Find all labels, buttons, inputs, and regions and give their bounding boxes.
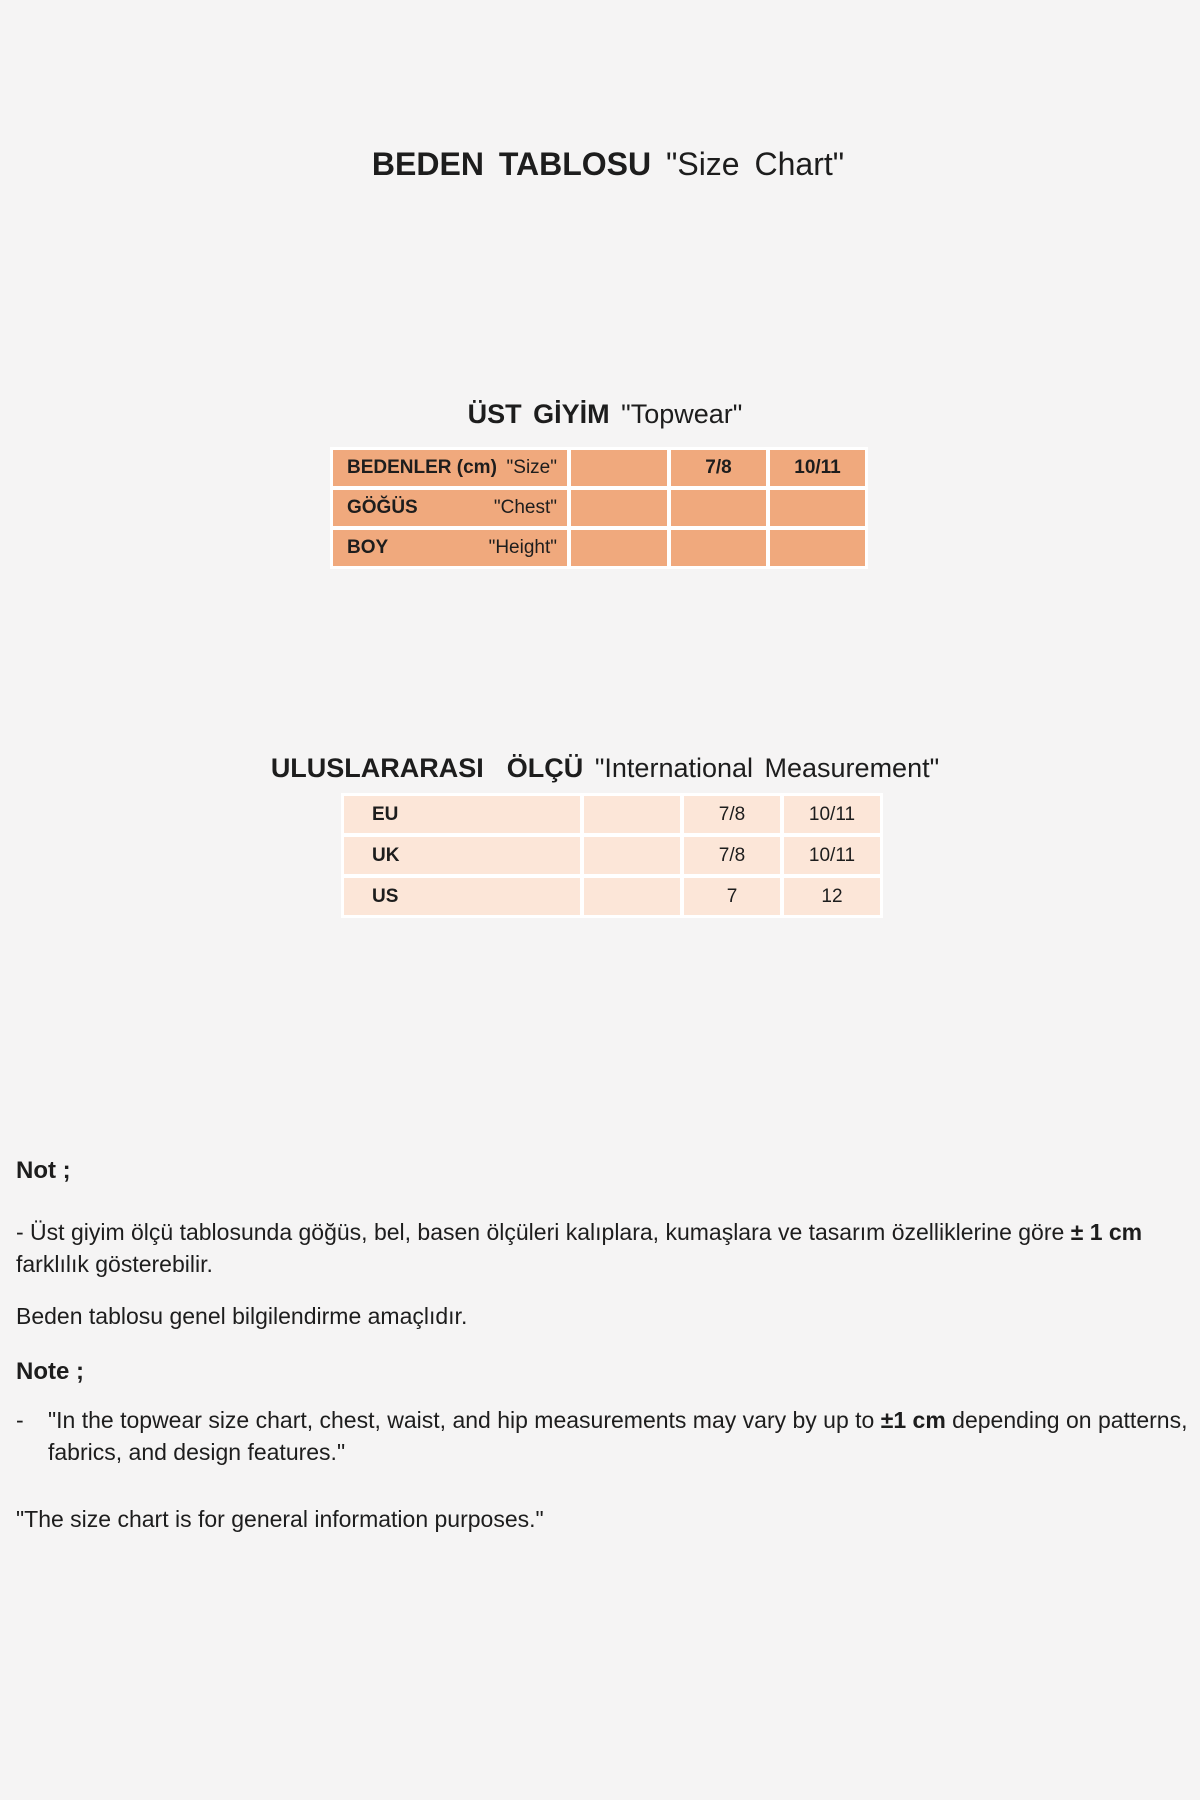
chest-label-turkish: GÖĞÜS (347, 497, 418, 518)
table-cell-empty (770, 490, 865, 526)
chest-label-english: "Chest" (493, 497, 557, 518)
table-cell-eu-label (344, 796, 580, 833)
table-cell-chest-label (333, 490, 567, 526)
height-label-english: "Height" (488, 537, 557, 558)
table-cell-empty (571, 490, 667, 526)
turkish-general-note: Beden tablosu genel bilgilendirme amaçlıdır. (16, 1303, 468, 1329)
table-cell-empty (584, 796, 680, 833)
table-cell-uk-label (344, 837, 580, 874)
page-title-spacer (651, 146, 666, 182)
table-cell-uk-78: 7/8 (684, 837, 780, 874)
turkish-note-item (16, 1216, 1188, 1280)
table-cell-us-7: 7 (684, 878, 780, 915)
english-note-tolerance: ±1 cm (880, 1407, 946, 1433)
page-title-english: "Size Chart" (665, 146, 845, 182)
topwear-size-table (330, 447, 868, 569)
us-label: US (372, 885, 399, 907)
table-cell-us-12: 12 (784, 878, 880, 915)
table-cell-uk-1011: 10/11 (784, 837, 880, 874)
table-cell-size-label (333, 450, 567, 486)
uk-label: UK (372, 844, 400, 866)
height-label-turkish: BOY (347, 537, 389, 558)
topwear-heading-turkish: ÜST GİYİM (467, 399, 610, 429)
topwear-heading-spacer (610, 399, 622, 429)
table-cell-empty (571, 450, 667, 486)
turkish-note-heading: Not ; (16, 1157, 71, 1184)
table-cell-empty (571, 530, 667, 566)
international-heading-turkish: ULUSLARARASI ÖLÇÜ (270, 753, 584, 783)
table-cell-empty (584, 878, 680, 915)
table-cell-us-label (344, 878, 580, 915)
table-cell-eu-78: 7/8 (684, 796, 780, 833)
english-note-item (16, 1404, 1188, 1468)
turkish-note-tolerance: ± 1 cm (1070, 1219, 1143, 1245)
international-heading (0, 753, 1200, 784)
english-note-text: "In the topwear size chart, chest, waist, and hip measurements may vary by up to (48, 1407, 881, 1433)
english-note-bullet: - (16, 1407, 24, 1433)
page-title (0, 146, 1200, 183)
international-heading-english: "International Measurement" (594, 753, 940, 783)
table-cell-height-label (333, 530, 567, 566)
international-size-table (341, 793, 883, 918)
size-label-english: "Size" (506, 457, 557, 478)
international-heading-spacer (583, 753, 595, 783)
table-cell-size-1011: 10/11 (770, 450, 865, 486)
english-note-text-wrap (48, 1404, 1188, 1468)
topwear-heading (0, 399, 1200, 430)
table-cell-eu-1011: 10/11 (784, 796, 880, 833)
english-general-note: "The size chart is for general information purposes." (16, 1506, 544, 1532)
table-cell-empty (671, 530, 766, 566)
page-title-turkish: BEDEN TABLOSU (371, 146, 652, 182)
turkish-note-text-end: farklılık gösterebilir. (16, 1251, 213, 1277)
table-cell-empty (584, 837, 680, 874)
topwear-heading-english: "Topwear" (621, 399, 743, 429)
turkish-note-text: - Üst giyim ölçü tablosunda göğüs, bel, basen ölçüleri kalıplara, kumaşlara ve tasarım özelliklerine göre (16, 1219, 1071, 1245)
table-cell-size-78: 7/8 (671, 450, 766, 486)
english-note-text-end: depending on patterns, fabrics, and design features." (48, 1407, 1188, 1465)
english-note-heading: Note ; (16, 1358, 84, 1385)
size-label-turkish: BEDENLER (cm) (347, 457, 497, 478)
eu-label: EU (372, 803, 399, 825)
table-cell-empty (671, 490, 766, 526)
table-cell-empty (770, 530, 865, 566)
